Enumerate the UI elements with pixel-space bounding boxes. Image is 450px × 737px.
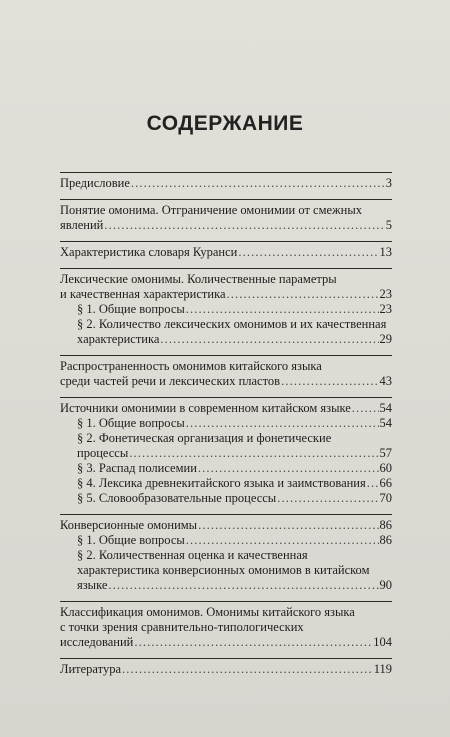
toc-entry-text [60,203,392,233]
dot-leader [198,518,378,533]
toc-subentry [60,548,392,593]
dot-leader [238,245,378,260]
toc-line: Лексические омонимы. Количественные параметры [60,272,337,286]
dot-leader [198,461,379,476]
page-number: 119 [373,662,392,676]
dot-leader [160,332,378,347]
toc-subentry [60,461,392,476]
dot-leader [227,287,379,302]
toc-entry-text [60,272,392,302]
page-number: 29 [379,332,392,346]
dot-leader [186,533,379,548]
toc-line: § 1. Общие вопросы [77,533,185,547]
page-number: 86 [379,518,392,532]
toc-line: Классификация омонимов. Омонимы китайского языка [60,605,355,619]
toc-subentry [60,533,392,548]
dot-leader [186,302,379,317]
dot-leader [277,491,378,506]
toc-leader-line [77,461,392,476]
toc-leader-line [60,374,392,389]
toc-leader-line [77,416,392,431]
page-number: 5 [385,218,392,232]
toc-entry [60,355,392,393]
toc-line: процессы [77,446,129,460]
page-number: 54 [379,416,392,430]
toc-entry-text [60,605,392,650]
dot-leader [186,416,379,431]
toc-subentry [60,302,392,317]
toc-line: § 1. Общие вопросы [77,416,185,430]
page-title: СОДЕРЖАНИЕ [146,112,304,135]
toc-line: § 4. Лексика древнекитайского языка и заимствования [77,476,366,490]
toc-entry [60,601,392,654]
toc-leader-line [60,287,392,302]
toc-line: Характеристика словаря Куранси [60,245,238,259]
toc-leader-line [77,332,392,347]
table-of-contents [60,172,392,685]
toc-line: § 1. Общие вопросы [77,302,185,316]
page-number: 57 [379,446,392,460]
toc-line: характеристика конверсионных омонимов в китайском [77,563,370,577]
page-number: 66 [379,476,392,490]
toc-line: Конверсионные омонимы [60,518,198,532]
toc-leader-line [60,662,392,677]
page-number: 90 [379,578,392,592]
toc-line: § 2. Количество лексических омонимов и их качественная [77,317,387,331]
dot-leader [367,476,379,491]
dot-leader [281,374,378,389]
page-number: 104 [373,635,392,649]
toc-leader-line [77,476,392,491]
dot-leader [122,662,373,677]
toc-subentry [60,431,392,461]
dot-leader [131,176,385,191]
toc-leader-line [60,518,392,533]
toc-line: явлений [60,218,104,232]
page-number: 23 [379,287,392,301]
dot-leader [104,218,384,233]
toc-entry-text [60,359,392,389]
toc-leader-line [77,491,392,506]
toc-line: § 2. Количественная оценка и качественная [77,548,308,562]
toc-line: § 3. Распад полисемии [77,461,197,475]
toc-entry-text [60,518,392,533]
toc-subentry [60,416,392,431]
toc-subentry [60,491,392,506]
toc-line: Предисловие [60,176,130,190]
toc-entry [60,397,392,510]
toc-line: с точки зрения сравнительно-типологических [60,620,304,634]
toc-leader-line [60,245,392,260]
toc-entry-text [60,401,392,416]
toc-leader-line [60,401,392,416]
toc-line: § 5. Словообразовательные процессы [77,491,277,505]
dot-leader [129,446,378,461]
toc-line: Источники омонимии в современном китайском языке [60,401,351,415]
toc-entry [60,172,392,195]
toc-entry [60,268,392,351]
page-number: 43 [379,374,392,388]
toc-entry [60,658,392,681]
toc-line: Распространенность омонимов китайского языка [60,359,322,373]
toc-line: Понятие омонима. Отграничение омонимии от смежных [60,203,363,217]
page-number: 86 [379,533,392,547]
toc-leader-line [60,635,392,650]
toc-leader-line [77,533,392,548]
toc-line: языке [77,578,108,592]
dot-leader [352,401,379,416]
page-number: 54 [379,401,392,415]
toc-entry [60,241,392,264]
toc-leader-line [77,302,392,317]
toc-leader-line [77,578,392,593]
toc-line: Литература [60,662,121,676]
toc-line: § 2. Фонетическая организация и фонетические [77,431,332,445]
dot-leader [108,578,378,593]
toc-line: и качественная характеристика [60,287,226,301]
page-number: 70 [379,491,392,505]
toc-line: характеристика [77,332,160,346]
page-number: 3 [385,176,392,190]
page-number: 60 [379,461,392,475]
toc-subentry [60,476,392,491]
toc-subentry [60,317,392,347]
toc-leader-line [60,218,392,233]
toc-leader-line [60,176,392,191]
page-number: 23 [379,302,392,316]
toc-line: среди частей речи и лексических пластов [60,374,281,388]
toc-line: исследований [60,635,134,649]
page-number: 13 [379,245,392,259]
toc-entry-text [60,662,392,677]
toc-entry-text [60,245,392,260]
toc-entry-text [60,176,392,191]
dot-leader [134,635,372,650]
toc-entry [60,199,392,237]
toc-entry [60,514,392,597]
toc-leader-line [77,446,392,461]
